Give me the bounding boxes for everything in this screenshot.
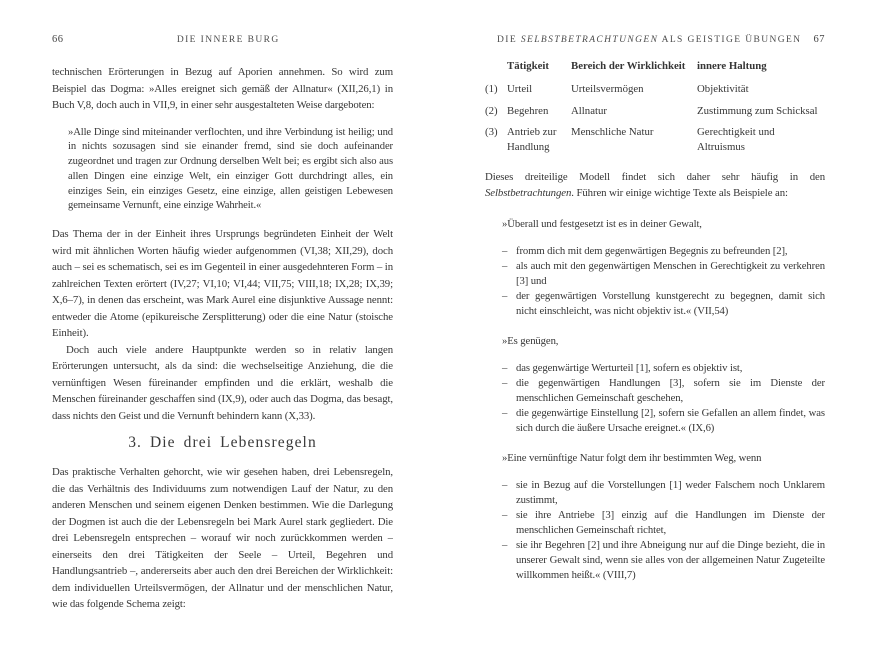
list-item xyxy=(502,478,825,508)
paragraph: Doch auch viele andere Hauptpunkte werden so in relativ langen Erörterungen untersucht, als da sind: die wechselseitige Anziehung, die die vernünftigen Wesen füreinander empfinden und die erklärt, weshalb die Menschen füreinander geschaffen sind (IX,9), oder auch das Dogma, das besagt, dass nichts den Geist und die Vernunft behindern kann (X,33). xyxy=(52,343,393,422)
running-head-post: ALS GEISTIGE ÜBUNGEN xyxy=(658,35,802,45)
table-header-spacer xyxy=(485,59,507,74)
row-activity: Urteil xyxy=(507,82,533,95)
row-number: (2) xyxy=(485,104,498,117)
page-right xyxy=(485,34,825,640)
dash-bullet: – xyxy=(502,376,508,389)
left-body-text xyxy=(52,64,393,613)
list-item xyxy=(502,538,825,583)
list-item xyxy=(502,244,825,259)
section-heading: 3. Die drei Lebensregeln xyxy=(128,434,317,452)
page-header-left xyxy=(52,34,393,46)
paragraph: technischen Erörterungen in Bezug auf Aporien annehmen. So wird zum Beispiel das Dogma: »Alles ereignet sich gemäß der Allnatur« (XII,26,1) in Buch V,8, doch auch in VII,9, in einer sehr ausgestalteten Weise dargeboten: xyxy=(52,66,393,111)
page-header-right xyxy=(485,34,825,46)
list-item-text: sie in Bezug auf die Vorstellungen [1] weder Falschem noch Unklarem zustimmt, xyxy=(516,478,825,506)
paragraph xyxy=(485,169,825,202)
list-item-text: fromm dich mit dem gegenwärtigen Begegnis zu befreunden [2], xyxy=(516,244,788,257)
table-row xyxy=(485,82,825,97)
intro-pre: Dieses dreiteilige Modell findet sich daher sehr häufig in den xyxy=(485,170,825,183)
page-number-left: 66 xyxy=(52,34,64,45)
row-attitude: Gerechtigkeit und Altruismus xyxy=(697,126,775,154)
quote-intro: »Es genügen, xyxy=(502,334,559,347)
dash-bullet: – xyxy=(502,361,508,374)
dash-bullet: – xyxy=(502,478,508,491)
intro-post: . Führen wir einige wichtige Texte als Beispiele an: xyxy=(571,187,788,200)
page-left xyxy=(52,34,393,640)
row-number: (3) xyxy=(485,126,498,139)
row-attitude: Zustimmung zum Schicksal xyxy=(697,104,818,117)
list-item-text: sie ihr Begehren [2] und ihre Abneigung nur auf die Dinge bezieht, die in unserer Gewalt sind, wenn sie alles von der allgemeinen Natur Zugeteilte willkommen heißt.« (VIII,7) xyxy=(516,538,825,581)
table-header-domain: Bereich der Wirklichkeit xyxy=(571,60,686,72)
table-header-activity: Tätigkeit xyxy=(507,60,549,72)
list-item xyxy=(502,508,825,538)
dash-bullet: – xyxy=(502,289,508,302)
dash-bullet: – xyxy=(502,244,508,257)
dash-bullet: – xyxy=(502,259,508,272)
row-domain: Allnatur xyxy=(571,104,607,117)
list-item xyxy=(502,259,825,289)
dash-bullet: – xyxy=(502,508,508,521)
quote-list xyxy=(485,244,825,319)
quote-list xyxy=(485,361,825,436)
book-title-italic: Selbstbetrachtungen xyxy=(485,187,572,200)
table-header-attitude: innere Haltung xyxy=(697,60,767,72)
row-number: (1) xyxy=(485,82,498,95)
dash-bullet: – xyxy=(502,406,508,419)
list-item xyxy=(502,406,825,436)
quote-list xyxy=(485,478,825,583)
paragraph: Das Thema der in der Einheit ihres Ursprungs begründeten Einheit der Welt wird mit ähnlichen Worten häufig wieder aufgenommen (VI,38; XII,29), doch auch – sei es schematisch, sei es im Gegenteil in einer ausgedehnteren Form – in zahlreichen Texten erörtert (IV,27; VI,10; VI,44; VII,75; VIII,18; IX,28; IX,39; X,6–7), in denen das erscheint, was Mark Aurel eine disjunktive Aussage nennt: entweder die Atome (epikureische Zersplitterung) oder die eine Natur (stoische Einheit). xyxy=(52,228,393,340)
list-item xyxy=(502,376,825,406)
list-item-text: der gegenwärtigen Vorstellung kunstgerecht zu begegnen, damit sich nicht einschleicht, was nicht objektiv ist.« (VII,54) xyxy=(516,289,825,317)
running-head-pre: DIE xyxy=(497,35,521,45)
row-domain: Urteilsvermögen xyxy=(571,82,644,95)
quote-intro: »Überall und festgesetzt ist es in deiner Gewalt, xyxy=(502,217,702,230)
blockquote: »Alle Dinge sind miteinander verflochten, und ihre Verbindung ist heilig; und in nichts sozusagen sind sie einander fremd, sind sie doch aufeinander zugeordnet und tragen zur Ordnung derselben Welt bei; es ergibt sich also aus allen Dingen eine einzige Welt, ein einziger Gott durchdringt alles, ein einziges Sein, ein einziges Gesetz, eine einzige, allen geistigen Lebewesen gemeinsame Vernunft, eine einzige Wahrheit.« xyxy=(68,126,393,212)
running-head-book-title: SELBSTBETRACHTUNGEN xyxy=(520,35,659,45)
list-item xyxy=(502,289,825,319)
list-item-text: die gegenwärtigen Handlungen [3], sofern sie im Dienste der menschlichen Gemeinschaft geschehen, xyxy=(516,376,825,404)
quote-intro: »Eine vernünftige Natur folgt dem ihr bestimmten Weg, wenn xyxy=(502,451,762,464)
running-head-left: DIE INNERE BURG xyxy=(176,35,280,45)
row-domain: Menschliche Natur xyxy=(571,126,654,139)
list-item xyxy=(502,361,825,376)
table-row xyxy=(485,104,825,119)
row-activity: Begehren xyxy=(507,104,549,117)
dash-bullet: – xyxy=(502,538,508,551)
page-number-right: 67 xyxy=(813,34,825,45)
row-activity: Antrieb zur Handlung xyxy=(507,126,557,154)
schema-table xyxy=(485,59,825,155)
row-attitude: Objektivität xyxy=(697,82,749,95)
running-head-right xyxy=(485,34,814,46)
table-row xyxy=(485,125,825,155)
list-item-text: als auch mit den gegenwärtigen Menschen in Gerechtigkeit zu verkehren [3] und xyxy=(516,259,825,287)
list-item-text: sie ihre Antriebe [3] einzig auf die Handlungen im Dienste der menschlichen Gemeinschaft richtet, xyxy=(516,508,825,536)
table-header-row xyxy=(485,59,825,74)
list-item-text: die gegenwärtige Einstellung [2], sofern sie Gefallen an allem findet, was sich durch die äußere Ursache ereignet.« (IX,6) xyxy=(516,406,825,434)
list-item-text: das gegenwärtige Werturteil [1], sofern es objektiv ist, xyxy=(516,361,743,374)
paragraph: Das praktische Verhalten gehorcht, wie wir gesehen haben, drei Lebensregeln, die das Verhältnis des Individuums zum notwendigen Lauf der Natur, zu den anderen Menschen und seinem eigenen Denken bestimmen. Wie die Darlegung der Dogmen ist auch die der Lebensregeln bei Mark Aurel stark gegliedert. Die drei Lebensregeln entsprechen – worauf wir noch zurückkommen werden – einerseits den drei Tätigkeiten der Seele – Urteil, Begehren und Handlungsantrieb –, andererseits aber auch den drei Bereichen der Wirklichkeit: dem individuellen Urteilsvermögen, der Allnatur und der menschlichen Natur, wie das folgende Schema zeigt: xyxy=(52,466,393,611)
